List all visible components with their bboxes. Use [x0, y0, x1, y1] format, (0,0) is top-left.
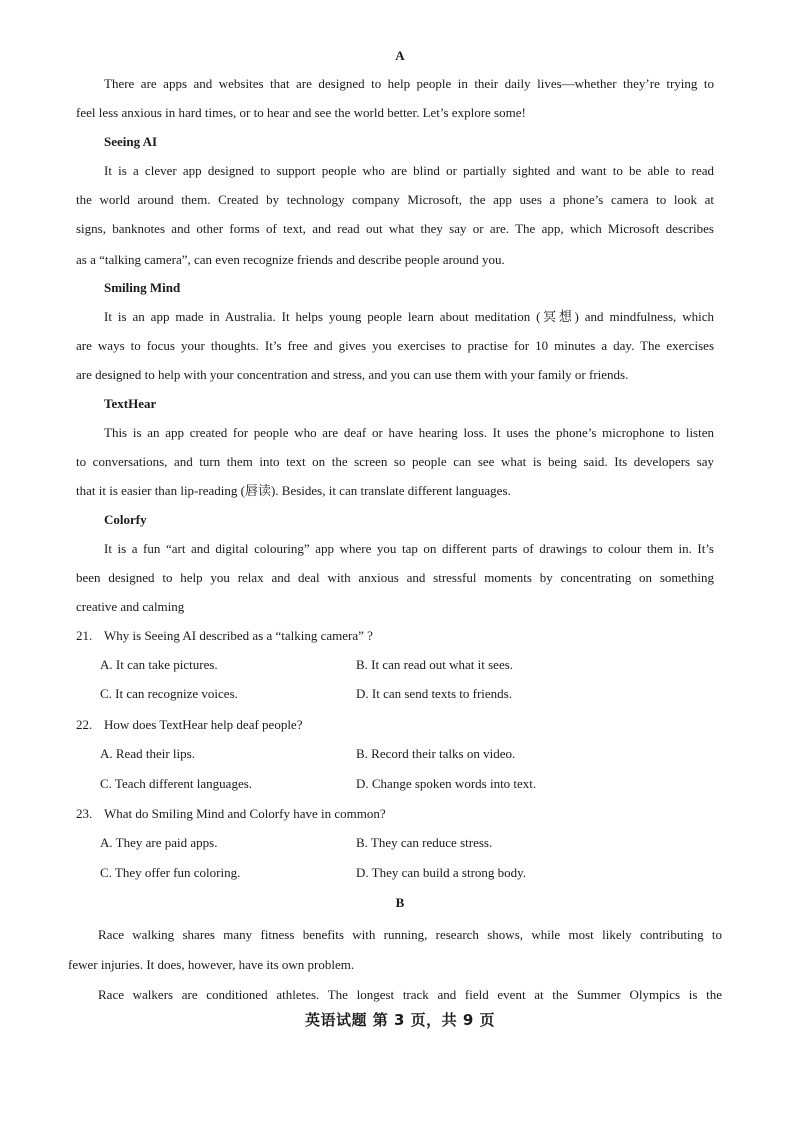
app-title-smiling-mind: Smiling Mind [104, 280, 181, 295]
app-title-seeing-ai: Seeing AI [104, 134, 158, 149]
question-22-number: 22. [76, 717, 93, 732]
texthear-line-2: to conversations, and turn them into text on the screen so people can see what is being said. Its developers say [76, 454, 714, 469]
section-b-line-2: fewer injuries. It does, however, have its own problem. [68, 957, 355, 972]
app-title-texthear: TextHear [104, 396, 157, 411]
page-footer: 英语试题 第 3 页，共 9 页 [305, 1011, 495, 1029]
seeing-ai-line-1: It is a clever app designed to support people who are blind or partially sighted and want to be able to read [104, 163, 714, 178]
colorfy-line-1: It is a fun “art and digital colouring” app where you tap on different parts of drawings to colour them in. It’s [104, 541, 714, 556]
q21-option-a: A. It can take pictures. [100, 657, 218, 672]
q21-option-c: C. It can recognize voices. [100, 686, 238, 701]
q22-option-c: C. Teach different languages. [100, 776, 253, 791]
colorfy-line-2: been designed to help you relax and deal with anxious and stressful moments by concentrating on something [76, 570, 714, 585]
q23-option-c: C. They offer fun coloring. [100, 865, 241, 880]
q22-option-a: A. Read their lips. [100, 746, 195, 761]
app-title-colorfy: Colorfy [104, 512, 147, 527]
question-23-text: What do Smiling Mind and Colorfy have in common? [104, 806, 386, 821]
section-b-line-3: Race walkers are conditioned athletes. The longest track and field event at the Summer Olympics is the [98, 987, 722, 1002]
texthear-line-1: This is an app created for people who are deaf or have hearing loss. It uses the phone’s microphone to listen [104, 425, 714, 440]
section-b-line-1: Race walking shares many fitness benefits with running, research shows, while most likely contributing to [98, 927, 722, 942]
q21-option-b: B. It can read out what it sees. [356, 657, 514, 672]
smiling-mind-line-3: are designed to help with your concentration and stress, and you can use them with your family or friends. [76, 367, 629, 382]
q23-option-d: D. They can build a strong body. [356, 865, 527, 880]
section-b-heading: B [395, 895, 405, 910]
seeing-ai-line-4: as a “talking camera”, can even recognize friends and describe people around you. [76, 252, 505, 267]
smiling-mind-line-1: It is an app made in Australia. It helps young people learn about meditation (冥想) and mindfulness, which [104, 309, 714, 324]
seeing-ai-line-2: the world around them. Created by technology company Microsoft, the app uses a phone’s camera to look at [76, 192, 714, 207]
q21-option-d: D. It can send texts to friends. [356, 686, 512, 701]
q23-option-a: A. They are paid apps. [100, 835, 218, 850]
seeing-ai-line-3: signs, banknotes and other forms of text, and read out what they say or are. The app, which Microsoft describes [76, 221, 714, 236]
texthear-line-3: that it is easier than lip-reading (唇读). Besides, it can translate different languages. [76, 483, 511, 498]
question-23-number: 23. [76, 806, 93, 821]
question-21-number: 21. [76, 628, 93, 643]
intro-line-2: feel less anxious in hard times, or to hear and see the world better. Let’s explore some! [76, 105, 526, 120]
q23-option-b: B. They can reduce stress. [356, 835, 493, 850]
q22-option-d: D. Change spoken words into text. [356, 776, 537, 791]
q22-option-b: B. Record their talks on video. [356, 746, 516, 761]
section-a-heading: A [395, 48, 405, 63]
smiling-mind-line-2: are ways to focus your thoughts. It’s free and gives you exercises to practise for 10 minutes a day. The exercises [76, 338, 714, 353]
colorfy-line-3: creative and calming [76, 599, 185, 614]
question-21-text: Why is Seeing AI described as a “talking camera” ? [104, 628, 373, 643]
intro-line-1: There are apps and websites that are designed to help people in their daily lives—whether they’re trying to [104, 76, 714, 91]
question-22-text: How does TextHear help deaf people? [104, 717, 303, 732]
